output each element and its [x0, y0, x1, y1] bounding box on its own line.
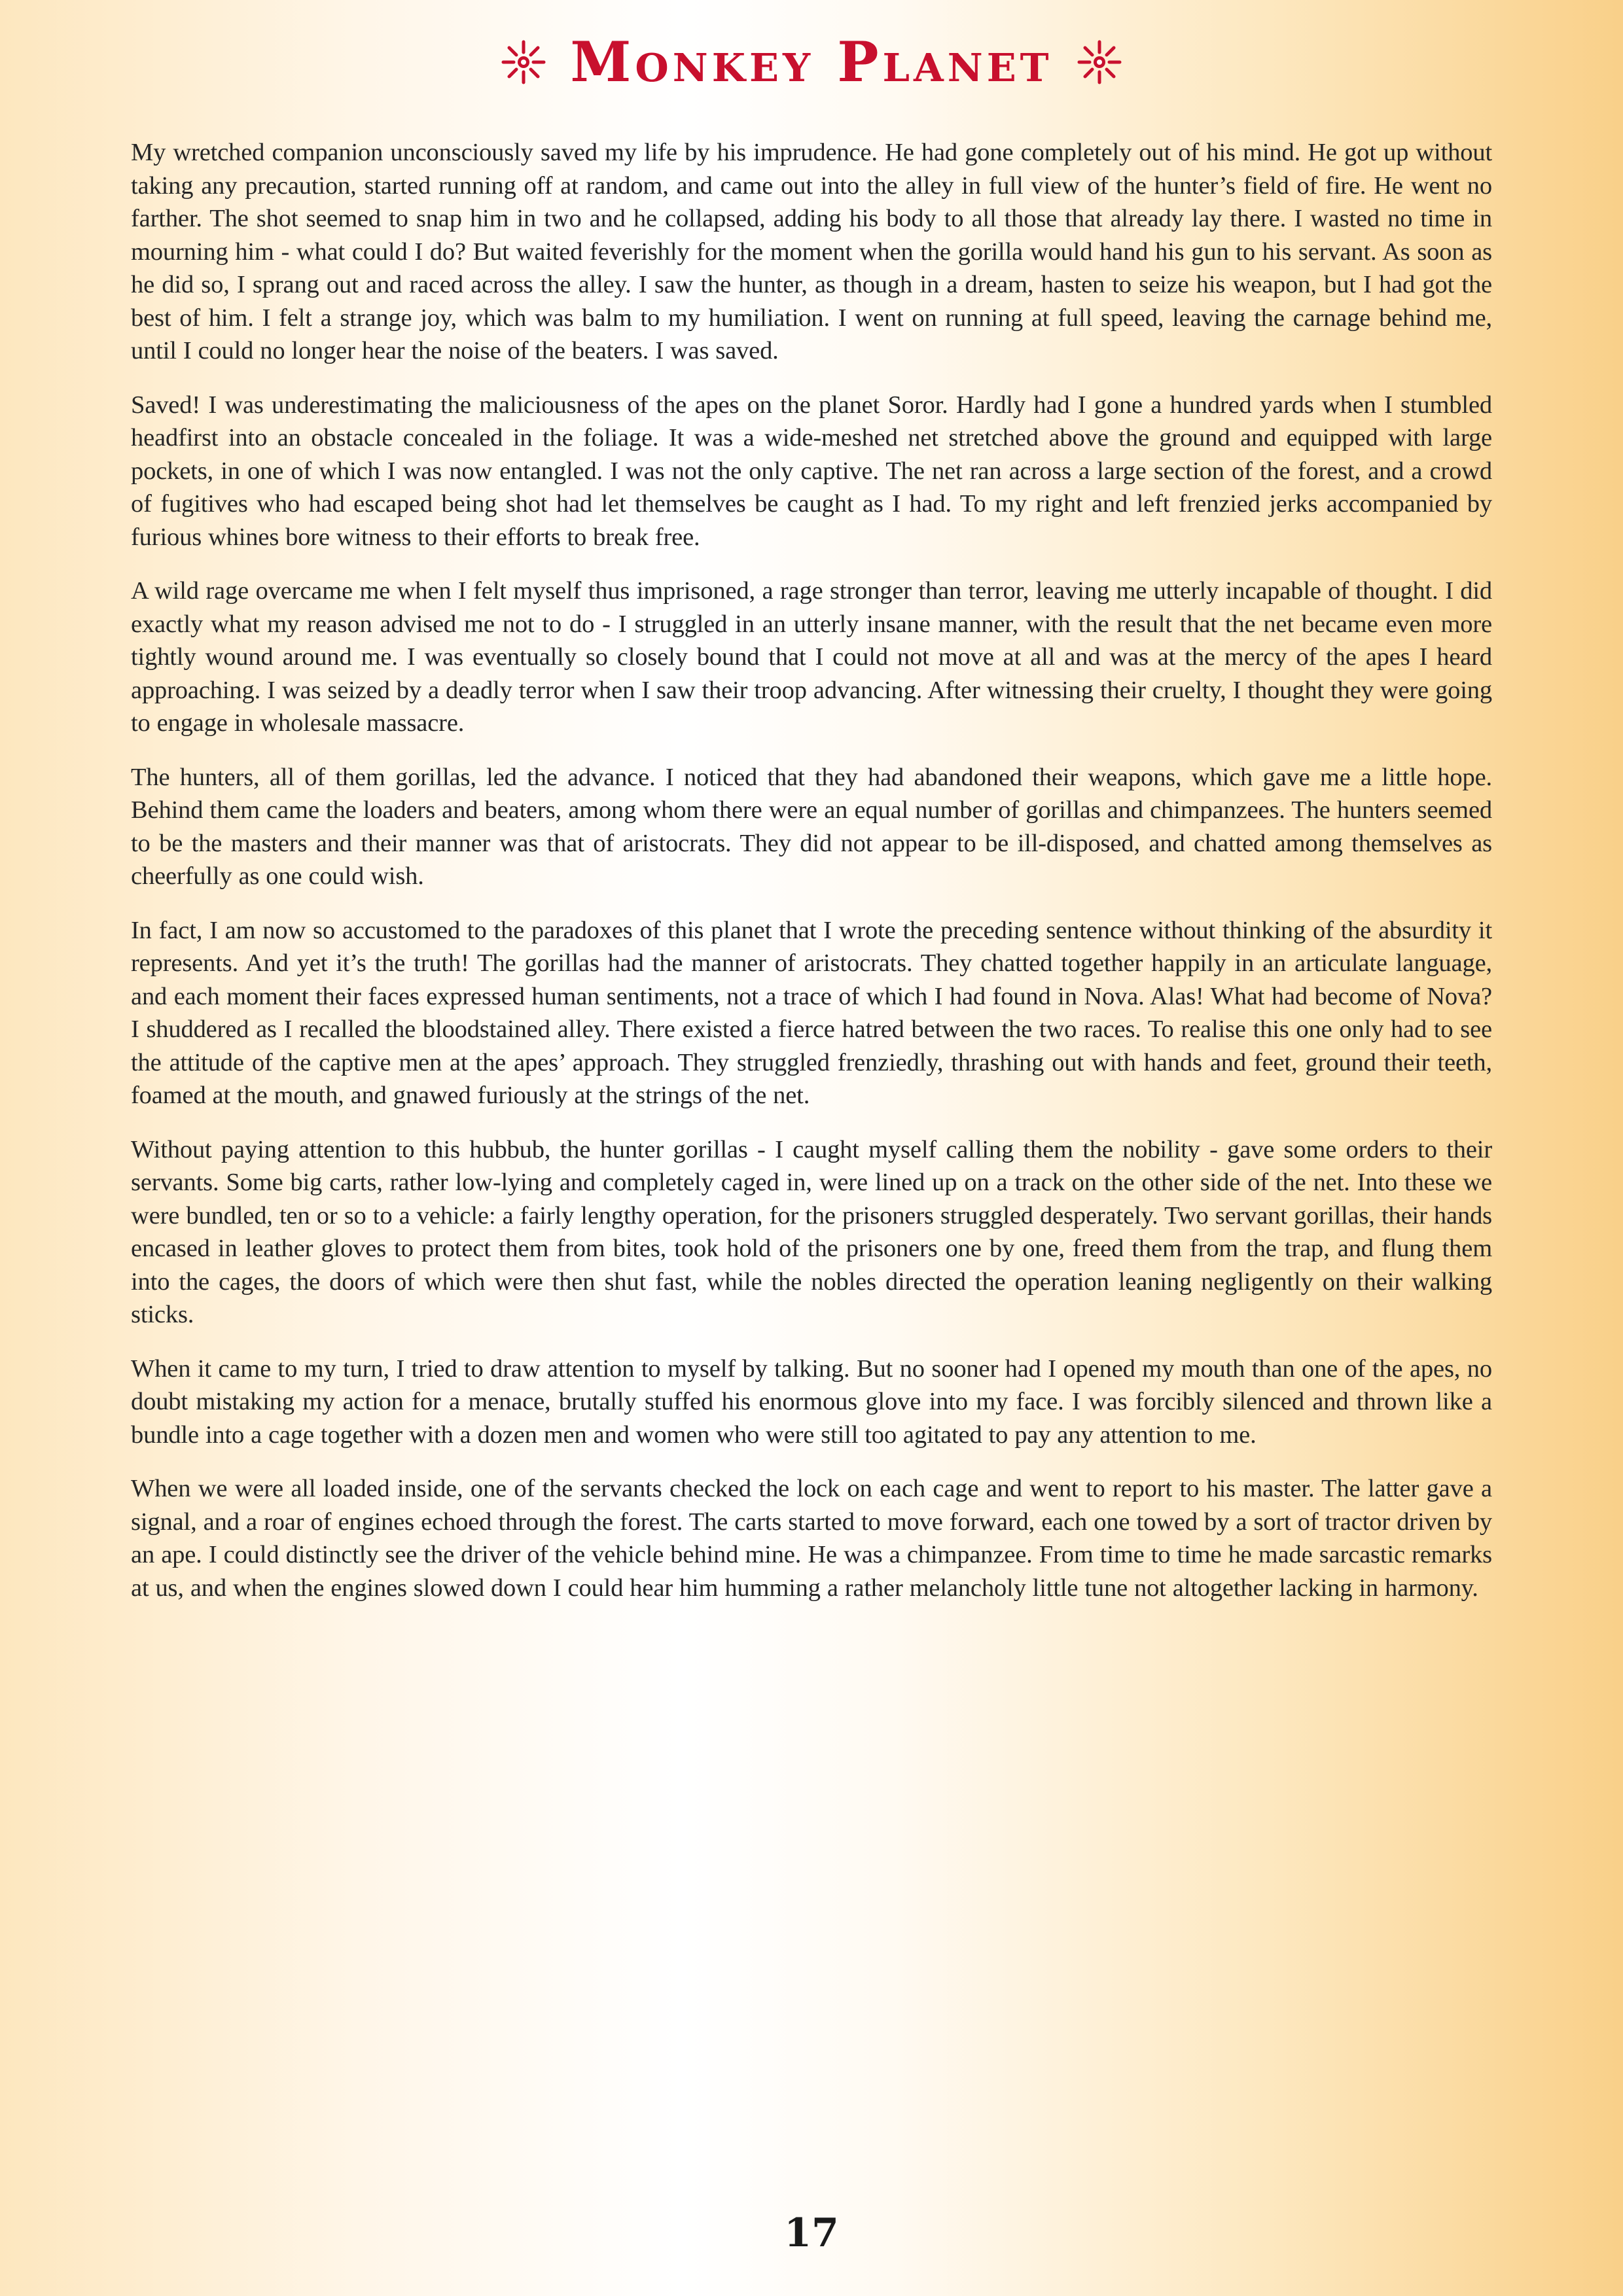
paragraph: Without paying attention to this hubbub, the hunter gorillas - I caught myself calling them the nobility - gave some orders to their servants. Some big carts, rather low-lying and completely caged in, were lined up on a track on the other side of the net. Into these we were bundled, ten or so to a vehicle: a fairly lengthy operation, for the prisoners struggled desperately. Two servant gorillas, their hands encased in leather gloves to protect them from bites, took hold of the prisoners one by one, freed them from the trap, and flung them into the cages, the doors of which were then shut fast, while the nobles directed the operation leaning negligently on their walking sticks.	[131, 1135, 1492, 1328]
ornament-icon	[501, 39, 546, 85]
paragraph: My wretched companion unconsciously saved my life by his imprudence. He had gone completely out of his mind. He got up without taking any precaution, started running off at random, and came out into the alley in full view of the hunter’s field of fire. He went no farther. The shot seemed to snap him in two and he collapsed, adding his body to all those that already lay there. I wasted no time in mourning him - what could I do? But waited feverishly for the moment when the gorilla would hand his gun to his servant. As soon as he did so, I sprang out and raced across the alley. I saw the hunter, as though in a dream, hasten to seize his weapon, but I had got the best of him. I felt a strange joy, which was balm to my humiliation. I went on running at full speed, leaving the carnage behind me, until I could no longer hear the noise of the beaters. I was saved.	[131, 139, 1492, 364]
paragraph: When we were all loaded inside, one of the servants checked the lock on each cage and went to report to his master. The latter gave a signal, and a roar of engines echoed through the forest. The carts started to move forward, each one towed by a sort of tractor driven by an ape. I could distinctly see the driver of the vehicle behind mine. He was a chimpanzee. From time to time he made sarcastic remarks at us, and when the engines slowed down I could hear him humming a rather melancholy little tune not altogether lacking in harmony.	[131, 1475, 1492, 1602]
page-title: Monkey Planet	[570, 29, 1053, 94]
paragraph: Saved! I was underestimating the maliciousness of the apes on the planet Soror. Hardly had I gone a hundred yards when I stumbled headfirst into an obstacle concealed in the foliage. It was a wide-meshed net stretched above the ground and equipped with large pockets, in one of which I was now entangled. I was not the only captive. The net ran across a large section of the forest, and a crowd of fugitives who had escaped being shot had let themselves be caught as I had. To my right and left frenzied jerks accompanied by furious whines bore witness to their efforts to break free.	[131, 391, 1492, 551]
paragraph: In fact, I am now so accustomed to the paradoxes of this planet that I wrote the preceding sentence without thinking of the absurdity it represents. And yet it’s the truth! The gorillas had the manner of aristocrats. They chatted together happily in an articulate language, and each moment their faces expressed human sentiments, not a trace of which I had found in Nova. Alas! What had become of Nova? I shuddered as I recalled the bloodstained alley. There existed a fierce hatred between the two races. To realise this one only had to see the attitude of the captive men at the apes’ approach. They struggled frenziedly, thrashing out with hands and feet, ground their teeth, foamed at the mouth, and gnawed furiously at the strings of the net.	[131, 916, 1492, 1109]
ornament-icon	[1077, 39, 1122, 85]
paragraph: The hunters, all of them gorillas, led the advance. I noticed that they had abandoned their weapons, which gave me a little hope. Behind them came the loaders and beaters, among whom there were an equal number of gorillas and chimpanzees. The hunters seemed to be the masters and their manner was that of aristocrats. They did not appear to be ill-disposed, and chatted among themselves as cheerfully as one could wish.	[131, 763, 1492, 890]
paragraph: When it came to my turn, I tried to draw attention to myself by talking. But no sooner had I opened my mouth than one of the apes, no doubt mistaking my action for a menace, brutally stuffed his enormous glove into my face. I was forcibly silenced and thrown like a bundle into a cage together with a dozen men and women who were still too agitated to pay any attention to me.	[131, 1354, 1492, 1449]
body-text	[131, 136, 1492, 1625]
paragraph: A wild rage overcame me when I felt myself thus imprisoned, a rage stronger than terror, leaving me utterly incapable of thought. I did exactly what my reason advised me not to do - I struggled in an utterly insane manner, with the result that the net became even more tightly wound around me. I was eventually so closely bound that I could not move at all and was at the mercy of the apes I heard approaching. I was seized by a deadly terror when I saw their troop advancing. After witnessing their cruelty, I thought they were going to engage in wholesale massacre.	[131, 577, 1492, 737]
page-header	[0, 26, 1623, 98]
page-number: 17	[784, 2210, 839, 2256]
